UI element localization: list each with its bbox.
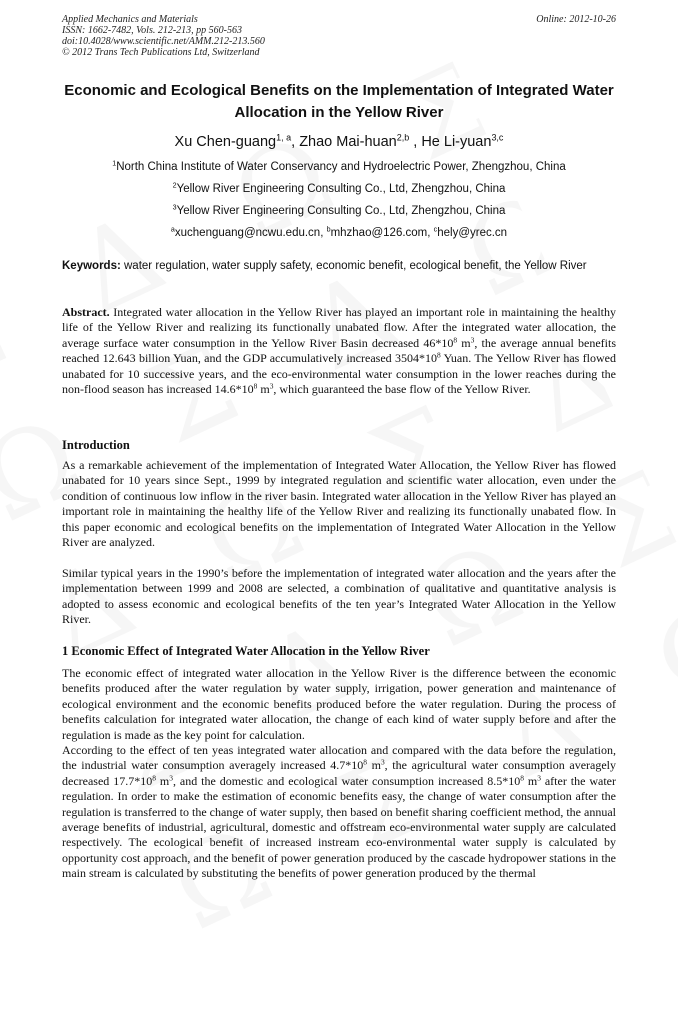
affiliation-marker: 1 bbox=[112, 159, 117, 168]
affiliation-marker: 2 bbox=[172, 181, 177, 190]
exponent: 8 bbox=[152, 773, 156, 783]
exponent: 8 bbox=[520, 773, 524, 783]
journal-header bbox=[62, 14, 616, 58]
introduction-paragraph-2: Similar typical years in the 1990’s before the implementation of integrated water allocation and the years after the implementation between 1999 and 2008 are selected, a combination of qualitative and quantitative analysis is adopted to assess economic and ecological benefits of the ten year’s Integrated Water Allocation in the Yellow River. bbox=[62, 566, 616, 627]
affiliation-text: Yellow River Engineering Consulting Co., Ltd, Zhengzhou, China bbox=[176, 205, 506, 217]
body-text: , and the domestic and ecological water consumption increased 8.5*10 bbox=[172, 773, 521, 788]
exponent: 8 bbox=[453, 335, 458, 345]
author-marker: 2,b bbox=[396, 132, 410, 143]
author-name: Zhao Mai-huan bbox=[299, 134, 397, 150]
author-marker: 1, a bbox=[276, 132, 292, 143]
exponent: 3 bbox=[537, 773, 541, 783]
email-link[interactable]: hely@yrec.cn bbox=[437, 227, 508, 239]
introduction-paragraph-1: As a remarkable achievement of the implementation of Integrated Water Allocation, the Yellow River has flowed unabated for 10 years since Sept., 1999 by integrated regulation and scientific water allocation, even under the condition of continuous low inflow in the river basin. Integrated water allocation in the Yellow River has played an important role in maintaining the healthy life of the Yellow River and realizing its functionally unabated flow. In this paper economic and ecological benefits on the implementation of Integrated Water Allocation in the Yellow River are analyzed. bbox=[62, 458, 616, 550]
exponent: 8 bbox=[253, 381, 258, 391]
exponent: 3 bbox=[380, 757, 385, 767]
email-list: $^a$xuchenguang@ncwu.edu.cn, $^b$mhzhao@126.com, $^c$hely@yrec.cn bbox=[170, 225, 508, 239]
exponent: 8 bbox=[436, 350, 441, 360]
body-text: after the water regulation. In order to make the estimation of economic benefits easy, the change of water consumption after the regulation is transferred to the change of water supply, then based on benefit sharing coefficient method, the annual average benefits of industrial, agricultural, domestic and offstream eco-environmental water supply are calculated respectively. The ecological benefit of increased instream eco-environmental water supply is calculated by opportunity cost approach, and the benefit of power generation produced by the cascade hydropower stations in the main stream is calculated by substituting the benefits of power generation produced by the thermal bbox=[62, 773, 616, 881]
keywords-text: water regulation, water supply safety, economic benefit, ecological benefit, the Yellow River bbox=[124, 260, 587, 272]
author-list: Xu Chen-guang$^{1, a}$, Zhao Mai-huan$^{2,b}$ , He Li-yuan$^{3,c}$ bbox=[174, 132, 504, 150]
journal-name: Applied Mechanics and Materials bbox=[62, 14, 198, 25]
affiliation-text: Yellow River Engineering Consulting Co., Ltd, Zhengzhou, China bbox=[176, 183, 506, 195]
doi-line[interactable]: doi:10.4028/www.scientific.net/AMM.212-213.560 bbox=[62, 36, 265, 47]
exponent: 3 bbox=[269, 381, 274, 391]
affiliation-1 bbox=[40, 160, 638, 174]
keywords-label: Keywords: bbox=[62, 260, 121, 272]
affiliation-marker: 3 bbox=[172, 203, 177, 212]
email-link[interactable]: xuchenguang@ncwu.edu.cn bbox=[174, 227, 321, 239]
introduction-heading: Introduction bbox=[62, 438, 130, 452]
section-1-heading: 1 Economic Effect of Integrated Water Allocation in the Yellow River bbox=[62, 644, 430, 658]
copyright-line: © 2012 Trans Tech Publications Ltd, Switzerland bbox=[62, 47, 260, 58]
keywords-block bbox=[62, 259, 616, 274]
affiliation-3 bbox=[40, 204, 638, 218]
author-marker: 3,c bbox=[491, 132, 504, 143]
email-link[interactable]: mhzhao@126.com bbox=[330, 227, 428, 239]
email-marker: c bbox=[433, 225, 438, 234]
body-text: , the agricultural water consumption averagely decreased 17.7*10 bbox=[62, 758, 616, 788]
body-text: m bbox=[523, 773, 538, 788]
email-marker: a bbox=[170, 225, 175, 234]
author-name: Xu Chen-guang bbox=[174, 134, 277, 150]
affiliation-text: North China Institute of Water Conservancy and Hydroelectric Power, Zhengzhou, China bbox=[116, 161, 566, 173]
exponent: 3 bbox=[169, 773, 173, 783]
abstract-text: m bbox=[457, 335, 471, 350]
section-1-paragraph-1: The economic effect of integrated water allocation in the Yellow River is the difference between the economic benefits produced after the water regulation by water supply, irrigation, power generation and maintenance of ecological environment and the economic benefits produced before the water regulation. During the process of benefits calculation for integrated water allocation, the change of each kind of water supply before and after the regulation is made as the key point for calculation. bbox=[62, 666, 616, 742]
online-date: Online: 2012-10-26 bbox=[536, 14, 616, 25]
abstract-text: , which guaranteed the base flow of the Yellow River. bbox=[273, 382, 531, 397]
body-text: m bbox=[367, 758, 381, 773]
abstract-text: , the average annual benefits reached 12.643 billion Yuan, and the GDP accumulatively increased 3504*10 bbox=[62, 335, 616, 366]
body-text: m bbox=[155, 773, 170, 788]
body-text: According to the effect of ten yeas integrated water allocation and compared with the data before the regulation, the industrial water consumption averagely increased 4.7*10 bbox=[62, 743, 616, 773]
abstract-text: Integrated water allocation in the Yellow River has played an important role in maintaining the healthy life of the Yellow River and realizing its functionally unabated flow. After the integrated water allocation, the average surface water consumption in the Yellow River Basin decreased 46*10 bbox=[62, 305, 616, 350]
email-marker: b bbox=[326, 225, 331, 234]
affiliation-2 bbox=[40, 182, 638, 196]
exponent: 8 bbox=[363, 757, 367, 767]
author-name: He Li-yuan bbox=[421, 134, 492, 150]
abstract-text: Yuan. The Yellow River has flowed unabated for 10 successive years, and the eco-environmental water consumption in the lower reaches during the non-flood season has increased 14.6*10 bbox=[62, 351, 616, 397]
paper-title: Economic and Ecological Benefits on the Implementation of Integrated Water Allocation in the Yellow River bbox=[64, 82, 614, 121]
issn-line: ISSN: 1662-7482, Vols. 212-213, pp 560-563 bbox=[62, 25, 242, 36]
section-1-paragraph-2 bbox=[62, 743, 616, 882]
abstract-text: m bbox=[257, 382, 270, 397]
abstract-label: Abstract. bbox=[62, 305, 110, 319]
abstract-paragraph bbox=[62, 305, 616, 397]
exponent: 3 bbox=[470, 335, 475, 345]
